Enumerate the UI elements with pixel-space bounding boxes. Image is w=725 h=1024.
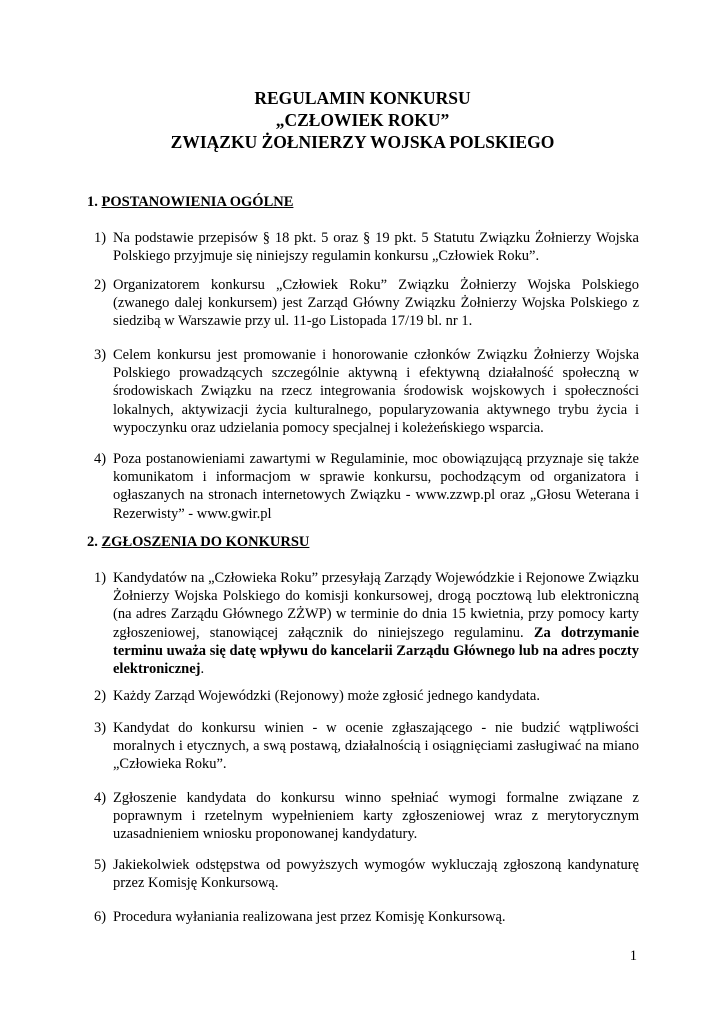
item-text: Organizatorem konkursu „Człowiek Roku” Związku Żołnierzy Wojska Polskiego (zwanego dalej konkursem) jest Zarząd Główny Związku Żołnierzy Wojska Polskiego z siedzibą w Warszawie przy ul. 11-go Listopada 17/19 bl. nr 1. [113,277,639,330]
section-2-item-3 [94,719,639,774]
item-number: 1) [94,570,107,586]
item-text: Kandydat do konkursu winien - w ocenie zgłaszającego - nie budzić wątpliwości moralnych i etycznych, a swą postawą, działalnością i osiągnięciami zasługiwać na miano „Człowieka Roku”. [113,720,639,773]
item-text-bold: Za dotrzymanie terminu uważa się datę wpływu do kancelarii Zarządu Głównego lub na adres poczty elektronicznej [113,624,640,678]
section-2-number: 2. [87,534,98,550]
item-number: 1) [94,230,107,246]
section-1-item-3 [94,346,639,437]
page-number: 1 [629,948,637,964]
item-number: 4) [94,790,107,806]
section-2-item-1 [94,569,639,678]
item-text: Celem konkursu jest promowanie i honorowanie członków Związku Żołnierzy Wojska Polskiego prowadzących szczególnie aktywną i efektywną działalność społeczną w środowiskach Związku na rzecz integrowania środowisk wojskowych i społeczności lokalnych, aktywizacji życia kulturalnego, popularyzowania aktywnego trybu życia i wypoczynku oraz udzielania pomocy specjalnej i koleżeńskiego wsparcia. [113,347,639,436]
title-line-3: ZWIĄZKU ŻOŁNIERZY WOJSKA POLSKIEGO [170,132,555,152]
item-text: Jakiekolwiek odstępstwa od powyższych wymogów wykluczają zgłoszoną kandynaturę przez Komisję Konkursową. [113,857,639,892]
item-text: Procedura wyłaniania realizowana jest przez Komisję Konkursową. [113,909,506,925]
section-2-item-4 [94,789,639,844]
item-number: 3) [94,347,107,363]
item-number: 3) [94,720,107,736]
title-line-1: REGULAMIN KONKURSU [254,88,471,108]
item-number: 4) [94,451,107,467]
section-1-number: 1. [87,194,98,210]
section-1-item-1 [94,229,639,265]
item-text: Poza postanowieniami zawartymi w Regulaminie, moc obowiązującą przyznaje się także komunikatom i informacjom w sprawie konkursu, pochodzącym od organizatora i ogłaszanych na stronach internetowych Związku - www.zzwp.pl oraz „Głosu Weterana i Rezerwisty” - www.gwir.pl [113,451,639,522]
section-1-item-2 [94,276,639,331]
title-line-2: „CZŁOWIEK ROKU” [275,110,450,130]
section-1-heading [87,193,293,211]
item-text: Na podstawie przepisów § 18 pkt. 5 oraz § 19 pkt. 5 Statutu Związku Żołnierzy Wojska Polskiego przyjmuje się niniejszy regulamin konkursu „Człowiek Roku”. [113,230,639,265]
section-1-item-4 [94,450,639,523]
document-title [0,87,725,153]
item-text: Każdy Zarząd Wojewódzki (Rejonowy) może zgłosić jednego kandydata. [113,688,540,704]
item-number: 5) [94,857,107,873]
section-2-item-6 [94,908,639,926]
item-text-regular: Kandydatów na „Człowieka Roku” przesyłają Zarządy Wojewódzkie i Rejonowe Związku Żołnierzy Wojska Polskiego do komisji konkursowej, drogą pocztową lub elektroniczną (na adres Zarządu Głównego ZŻWP) w terminie do dnia 15 kwietnia, przy pomocy karty zgłoszeniowej, stanowiącej załącznik do niniejszego regulaminu. [113,570,639,641]
section-2-title: ZGŁOSZENIA DO KONKURSU [101,534,310,550]
item-text: Zgłoszenie kandydata do konkursu winno spełniać wymogi formalne związane z poprawnym i rzetelnym wypełnieniem karty zgłoszeniowej wraz z merytorycznym uzasadnieniem wniosku proponowanej kandydatury. [113,790,639,843]
item-number: 2) [94,277,107,293]
item-number: 6) [94,909,107,925]
section-2-heading [87,533,309,551]
section-2-item-2 [94,687,639,705]
section-1-title: POSTANOWIENIA OGÓLNE [101,194,294,210]
item-text-end: . [200,661,205,678]
item-text [113,569,639,678]
item-number: 2) [94,688,107,704]
section-2-item-5 [94,856,639,892]
